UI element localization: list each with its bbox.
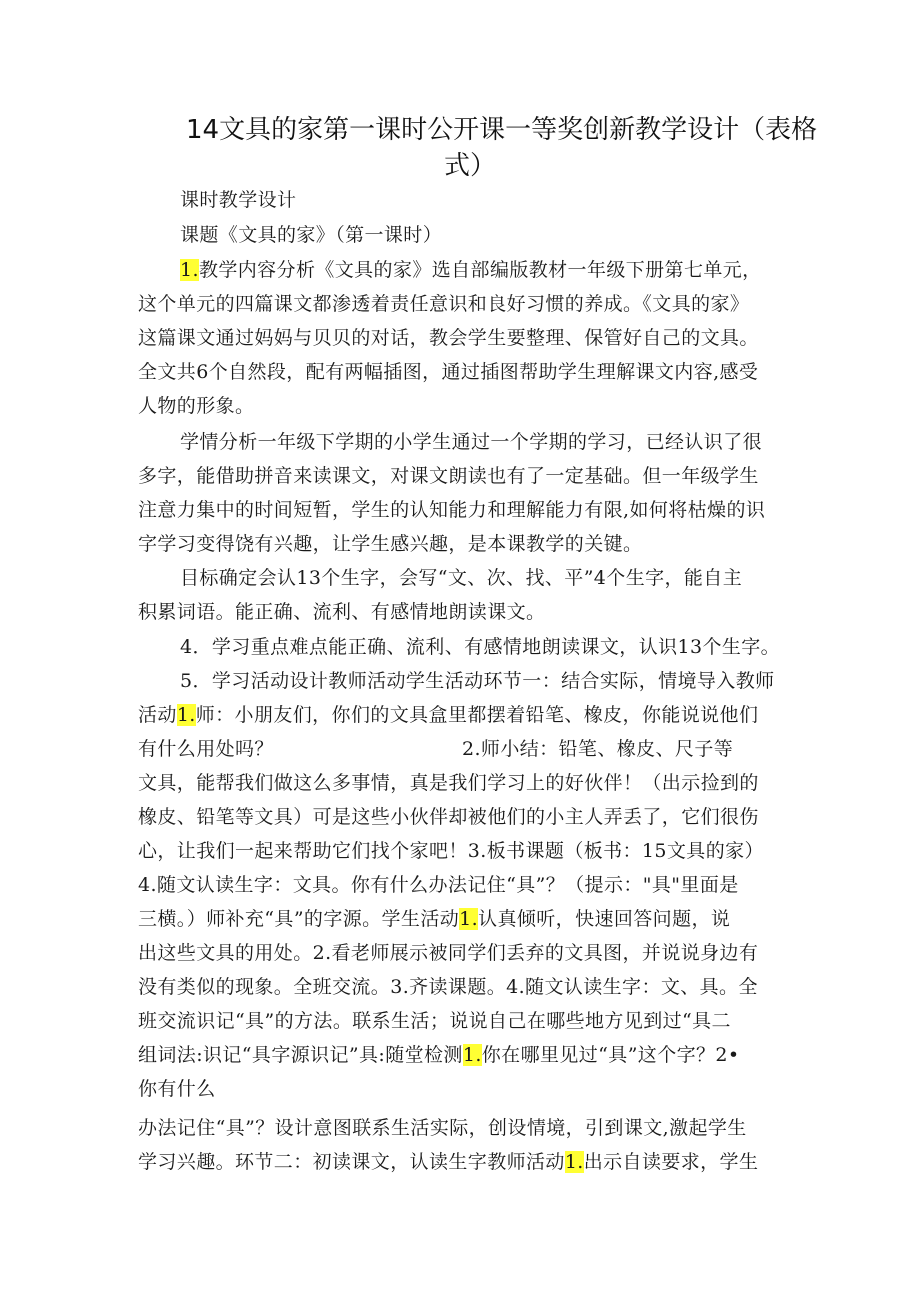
paragraph-line: 没有类似的现象。全班交流。3.齐读课题。4.随文认读生字：文、具。全 [138,976,758,998]
paragraph-line: 目标确定会认13个生字，会写“文、次、找、平”4个生字，能自主 [180,567,743,589]
paragraph-line: 全文共6个自然段，配有两幅插图，通过插图帮助学生理解课文内容,感受 [138,361,759,383]
paragraph-line: 出这些文具的用处。2.看老师展示被同学们丢弃的文具图，并说说身边有 [138,942,759,964]
highlight-marker: 1. [462,1044,482,1066]
highlight-marker: 1. [459,908,479,930]
paragraph-line: 学情分析一年级下学期的小学生通过一个学期的学习，已经认识了很 [180,431,763,453]
paragraph-line: 多字，能借助拼音来读课文，对课文朗读也有了一定基础。但一年级学生 [138,465,759,487]
paragraph-line: 字学习变得饶有兴趣，让学生感兴趣，是本课教学的关键。 [138,533,643,555]
title-line-2: 式） [443,151,496,181]
paragraph-line: 心，让我们一起来帮助它们找个家吧！3.板书课题（板书：15文具的家） [138,840,764,862]
paragraph-line: 2.师小结：铅笔、橡皮、尺子等 [462,738,734,760]
paragraph-line: 你有什么 [138,1078,216,1100]
lesson-topic: 课题《文具的家》（第一课时） [180,224,443,246]
paragraph-line: 活动1.师：小朋友们，你们的文具盒里都摆着铅笔、橡皮，你能说说他们 [138,704,759,726]
paragraph-line: 班交流识记“具”的方法。联系生活；说说自己在哪些地方见到过“具二 [138,1010,731,1032]
title-line-1: 14文具的家第一课时公开课一等奖创新教学设计（表格 [186,115,818,145]
paragraph-line: 4.随文认读生字：文具。你有什么办法记住“具”？（提示："具"里面是 [138,874,739,896]
paragraph-line: 注意力集中的时间短暂，学生的认知能力和理解能力有限,如何将枯燥的识 [138,499,766,521]
paragraph-line: 人物的形象。 [138,395,255,417]
section-heading: 课时教学设计 [180,189,297,211]
paragraph-line: 三横。）师补充“具”的字源。学生活动1.认真倾听，快速回答问题，说 [138,908,731,930]
paragraph-line: 有什么用处吗？ [138,738,274,760]
paragraph-line: 1.教学内容分析《文具的家》选自部编版教材一年级下册第七单元， [180,259,762,281]
paragraph-line: 学习兴趣。环节二：初读课文，认读生字教师活动1.出示自读要求，学生 [138,1151,759,1173]
document-title [140,112,818,184]
paragraph-line: 橡皮、铅笔等文具）可是这些小伙伴却被他们的小主人弄丢了，它们很伤 [138,806,759,828]
highlight-marker: 1. [176,704,196,726]
paragraph-line: 办法记住“具”？设计意图联系生活实际，创设情境，引到课文,激起学生 [138,1117,747,1139]
highlight-marker: 1. [180,259,199,281]
paragraph-line: 文具，能帮我们做这么多事情，真是我们学习上的好伙伴！（出示捡到的 [138,772,759,794]
paragraph-line: 积累词语。能正确、流利、有感情地朗读课文。 [138,601,546,623]
paragraph-line: 5．学习活动设计教师活动学生活动环节一：结合实际，情境导入教师 [180,670,775,692]
paragraph-line: 这个单元的四篇课文都渗透着责任意识和良好习惯的养成。《文具的家》 [138,293,750,315]
paragraph-line: 这篇课文通过妈妈与贝贝的对话，教会学生要整理、保管好自己的文具。 [138,327,759,349]
paragraph-line: 组词法:识记“具字源识记”具:随堂检测1.你在哪里见过“具”这个字？2• [138,1044,740,1066]
highlight-marker: 1. [564,1151,584,1173]
paragraph-line: 4．学习重点难点能正确、流利、有感情地朗读课文，认识13个生字。 [180,636,781,658]
